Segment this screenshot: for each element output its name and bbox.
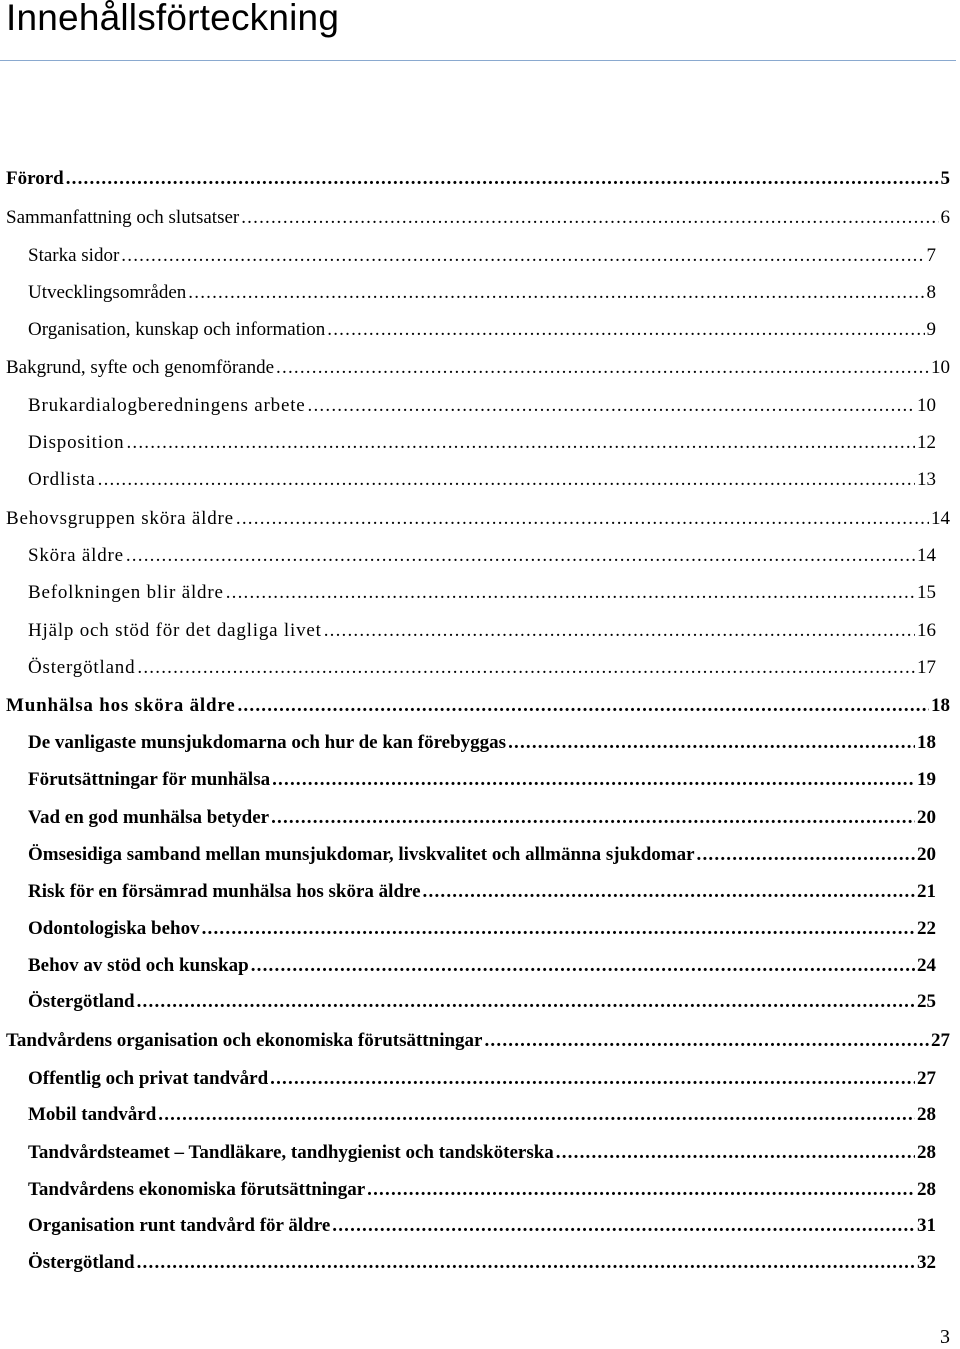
toc-entry-label: Förord [6,168,64,189]
toc-entry-page: 8 [926,282,936,303]
toc-entry-label: Befolkningen blir äldre [28,582,224,603]
toc-entry-page: 13 [917,469,936,490]
toc-entry-page: 27 [917,1068,936,1089]
toc-entry[interactable] [6,694,950,718]
toc-entry-page: 28 [917,1179,936,1200]
toc-entry[interactable] [28,468,936,492]
toc-entry-label: Mobil tandvård [28,1104,157,1125]
toc-entry[interactable] [6,206,950,230]
toc-entry[interactable] [28,917,936,941]
toc-entry-label: Förutsättningar för munhälsa [28,769,271,790]
toc-dot-leader [697,843,915,867]
toc-dot-leader [271,806,915,830]
toc-dot-leader [202,917,915,941]
toc-entry-page: 21 [917,881,936,902]
toc-dot-leader [226,581,915,605]
toc-entry-page: 5 [940,168,950,189]
toc-dot-leader [121,244,924,268]
toc-dot-leader [126,544,915,568]
toc-entry-label: Odontologiska behov [28,918,200,939]
toc-entry-page: 28 [917,1142,936,1163]
toc-dot-leader [137,656,915,680]
toc-dot-leader [272,768,915,792]
toc-entry-page: 6 [940,207,950,228]
toc-entry-label: Starka sidor [28,245,120,266]
toc-entry-page: 28 [917,1104,936,1125]
toc-entry-label: Tandvårdens ekonomiska förutsättningar [28,1179,366,1200]
toc-entry[interactable] [28,1067,936,1091]
toc-entry-page: 18 [917,732,936,753]
toc-entry-page: 7 [926,245,936,266]
toc-entry-label: Behov av stöd och kunskap [28,955,249,976]
toc-entry-label: Organisation, kunskap och information [28,319,326,340]
toc-entry-label: Sköra äldre [28,545,124,566]
toc-entry-page: 19 [917,769,936,790]
toc-entry-page: 25 [917,991,936,1012]
toc-entry-label: De vanligaste munsjukdomarna och hur de kan förebyggas [28,732,507,753]
toc-entry[interactable] [6,356,950,380]
toc-entry[interactable] [6,167,950,191]
toc-entry[interactable] [28,318,936,342]
toc-dot-leader [158,1103,915,1127]
toc-entry-page: 20 [917,844,936,865]
toc-dot-leader [327,318,924,342]
toc-entry-label: Hjälp och stöd för det dagliga livet [28,620,322,641]
toc-dot-leader [367,1178,915,1202]
toc-entry[interactable] [28,544,936,568]
toc-dot-leader [236,507,929,531]
toc-entry-page: 17 [917,657,936,678]
toc-entry-label: Organisation runt tandvård för äldre [28,1215,331,1236]
toc-dot-leader [137,990,915,1014]
toc-entry[interactable] [28,768,936,792]
toc-entry-page: 10 [931,357,950,378]
toc-entry-label: Östergötland [28,1252,135,1273]
toc-entry[interactable] [28,1178,936,1202]
toc-entry[interactable] [6,507,950,531]
toc-dot-leader [241,206,938,230]
toc-entry[interactable] [28,806,936,830]
title-divider [0,60,956,61]
toc-entry-label: Östergötland [28,657,136,678]
toc-dot-leader [423,880,915,904]
toc-entry-page: 14 [917,545,936,566]
toc-entry-page: 22 [917,918,936,939]
toc-entry[interactable] [28,281,936,305]
toc-entry-label: Brukardialogberedningens arbete [28,395,306,416]
toc-entry-page: 27 [931,1030,950,1051]
toc-entry-label: Risk för en försämrad munhälsa hos sköra äldre [28,881,421,902]
toc-dot-leader [98,468,915,492]
toc-entry-page: 12 [917,432,936,453]
toc-entry[interactable] [6,1029,950,1053]
toc-dot-leader [270,1067,915,1091]
toc-entry[interactable] [28,619,936,643]
page-number: 3 [940,1326,950,1348]
toc-entry-label: Ordlista [28,469,96,490]
toc-entry[interactable] [28,843,936,867]
page-title: Innehållsförteckning [6,0,340,38]
toc-entry-label: Offentlig och privat tandvård [28,1068,269,1089]
toc-entry[interactable] [28,990,936,1014]
toc-entry-label: Bakgrund, syfte och genomförande [6,357,275,378]
toc-dot-leader [66,167,939,191]
toc-dot-leader [556,1141,915,1165]
toc-entry[interactable] [28,731,936,755]
toc-entry[interactable] [28,394,936,418]
toc-dot-leader [137,1251,915,1275]
toc-entry-label: Ömsesidiga samband mellan munsjukdomar, livskvalitet och allmänna sjukdomar [28,844,695,865]
toc-dot-leader [332,1214,915,1238]
toc-entry-label: Östergötland [28,991,135,1012]
toc-dot-leader [126,431,915,455]
toc-entry-label: Utvecklingsområden [28,282,187,303]
toc-entry[interactable] [28,244,936,268]
toc-entry[interactable] [28,431,936,455]
toc-dot-leader [308,394,915,418]
toc-entry[interactable] [28,1214,936,1238]
toc-entry-label: Tandvårdsteamet – Tandläkare, tandhygienist och tandsköterska [28,1142,554,1163]
toc-entry-page: 14 [931,508,950,529]
toc-entry[interactable] [28,880,936,904]
toc-entry-label: Disposition [28,432,125,453]
toc-entry[interactable] [28,581,936,605]
toc-dot-leader [251,954,915,978]
toc-dot-leader [276,356,929,380]
toc-entry[interactable] [28,1103,936,1127]
toc-entry-page: 31 [917,1215,936,1236]
toc-entry[interactable] [28,656,936,680]
toc-dot-leader [484,1029,929,1053]
toc-dot-leader [237,694,929,718]
toc-entry-page: 32 [917,1252,936,1273]
toc-entry-label: Vad en god munhälsa betyder [28,807,270,828]
toc-entry[interactable] [28,954,936,978]
toc-entry[interactable] [28,1251,936,1275]
toc-entry-page: 24 [917,955,936,976]
toc-entry-page: 16 [917,620,936,641]
toc-dot-leader [324,619,915,643]
toc-entry-page: 15 [917,582,936,603]
toc-entry[interactable] [28,1141,936,1165]
toc-dot-leader [188,281,924,305]
toc-entry-page: 10 [917,395,936,416]
toc-entry-label: Sammanfattning och slutsatser [6,207,240,228]
toc-entry-page: 9 [926,319,936,340]
toc-entry-label: Behovsgruppen sköra äldre [6,508,234,529]
toc-entry-label: Munhälsa hos sköra äldre [6,695,236,716]
toc-dot-leader [508,731,915,755]
toc-entry-label: Tandvårdens organisation och ekonomiska förutsättningar [6,1030,483,1051]
toc-entry-page: 18 [931,695,950,716]
toc-entry-page: 20 [917,807,936,828]
